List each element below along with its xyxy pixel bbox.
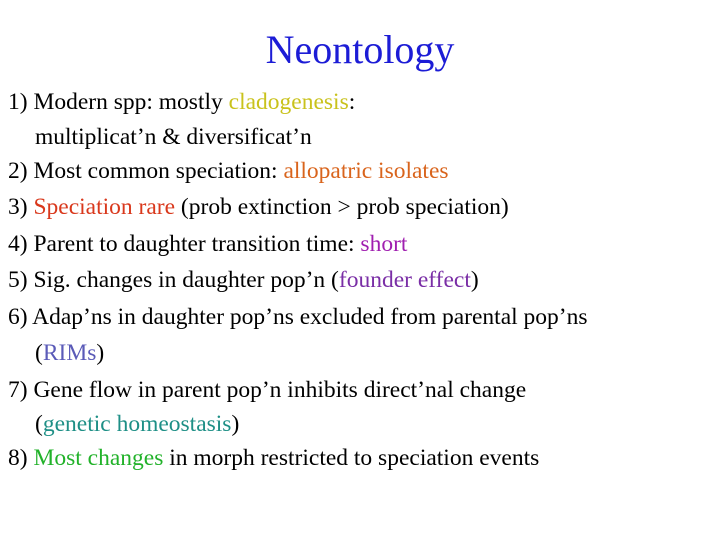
item-text: ) (231, 411, 240, 437)
item-text: ( (35, 411, 43, 437)
item-text: ) (470, 267, 479, 293)
item-text: 2) Most common speciation: (8, 157, 284, 184)
list-item (8, 299, 714, 336)
item-text: 5) Sig. changes in daughter pop’n ( (8, 267, 339, 293)
item-text: (prob extinction > prob speciation) (175, 194, 509, 220)
highlight-term: Most changes (33, 445, 164, 471)
item-text: 8) (8, 445, 34, 471)
highlight-term: allopatric isolates (283, 157, 449, 184)
item-text: 3) (8, 194, 34, 220)
item-text: 4) Parent to daughter transition time: (8, 230, 361, 257)
item-text: 7) Gene flow in parent pop’n inhibits direct’nal change (8, 376, 527, 403)
list-item-continuation (8, 408, 714, 440)
slide-body (8, 84, 714, 477)
list-item (8, 226, 714, 263)
list-item (8, 153, 714, 190)
highlight-term: RIMs (42, 340, 97, 366)
list-item (8, 372, 714, 409)
list-item (8, 84, 714, 121)
highlight-term: founder effect (338, 267, 471, 293)
list-item (8, 262, 714, 299)
list-item-continuation (8, 335, 714, 372)
slide-title: Neontology (265, 27, 455, 72)
list-item (8, 189, 714, 226)
item-text: multiplicat’n & diversificat’n (35, 123, 312, 150)
highlight-term: genetic (42, 411, 111, 437)
list-item-continuation (8, 121, 714, 153)
highlight-term: cladogenesis (228, 89, 349, 115)
highlight-term: homeostasis (116, 411, 232, 437)
highlight-term: short (360, 230, 408, 257)
item-text: 1) Modern spp: mostly (8, 89, 229, 115)
list-item (8, 440, 714, 477)
item-text: ) (96, 340, 105, 366)
highlight-term: Speciation rare (33, 194, 176, 220)
item-text: : (348, 89, 356, 115)
item-text: 6) Adap’ns in daughter pop’ns excluded from parental pop’ns (8, 303, 588, 330)
item-text: ( (35, 340, 43, 366)
item-text: in morph restricted to speciation events (163, 445, 540, 471)
